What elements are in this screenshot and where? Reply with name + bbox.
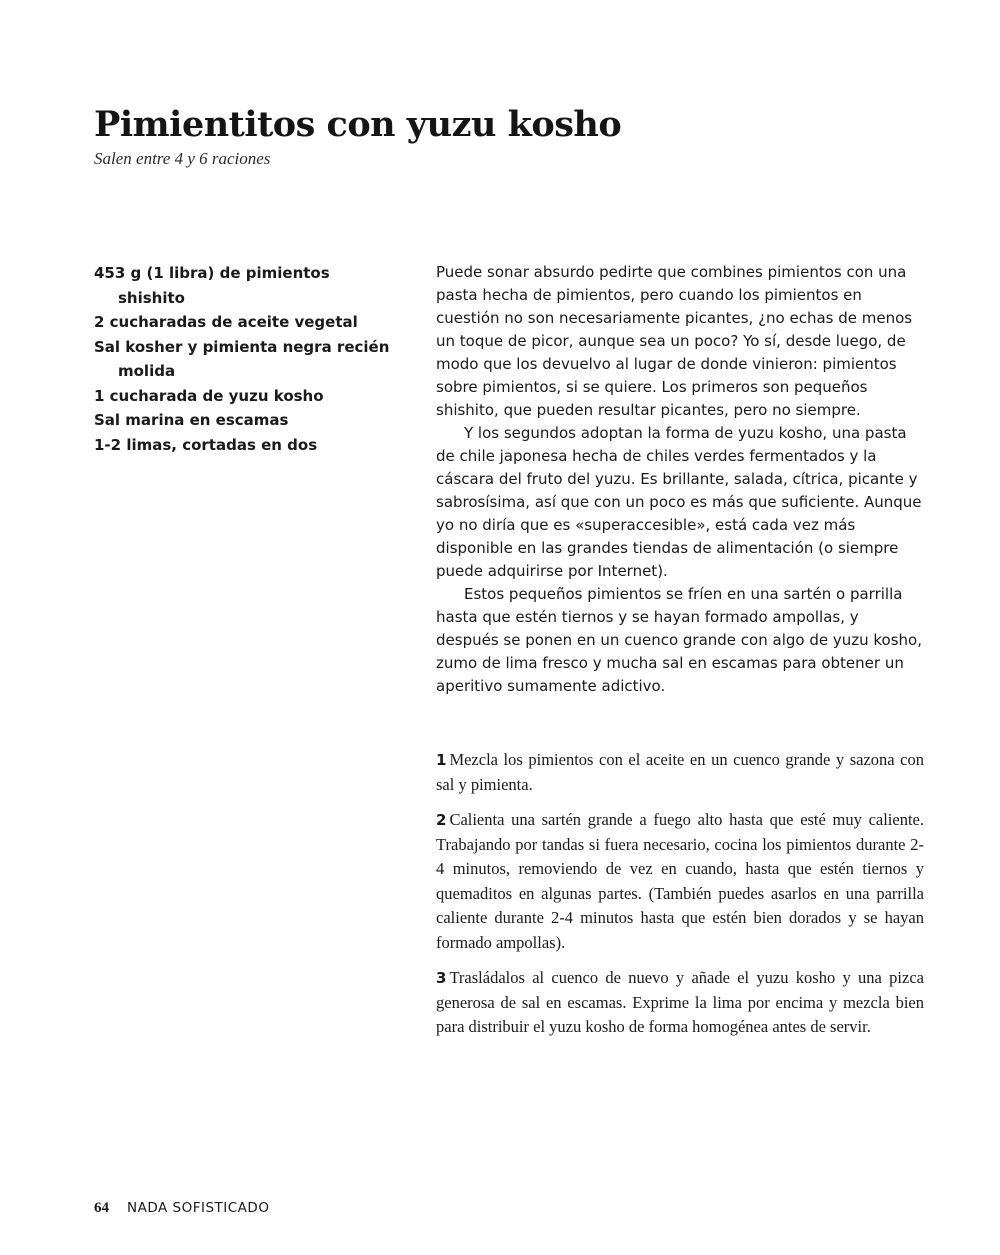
ingredient-item: 453 g (1 libra) de pimientos shishito <box>94 264 330 307</box>
intro-paragraph: Estos pequeños pimientos se fríen en una sartén o parrilla hasta que estén tiernos y se hayan formado ampollas, y después se ponen en un cuenco grande con algo de yuzu kosho, zumo de lima fresco y mucha sal en escamas para obtener un aperitivo sumamente adictivo. <box>436 585 922 695</box>
ingredient-item: Sal kosher y pimienta negra recién molida <box>94 337 390 380</box>
step-text: Trasládalos al cuenco de nuevo y añade el yuzu kosho y una pizca generosa de sal en escamas. Exprime la lima por encima y mezcla bien para distribuir el yuzu kosho de forma homogénea antes de servir. <box>436 968 924 1036</box>
ingredient-item: Sal marina en escamas <box>94 411 289 429</box>
step-text: Calienta una sartén grande a fuego alto hasta que esté muy caliente. Trabajando por tandas si fuera necesario, cocina los pimientos durante 2-4 minutos, removiendo de vez en cuando, hasta que estén tiernos y quemaditos en algunas partes. (También puedes asarlos en una parrilla caliente durante 2-4 minutos hasta que estén bien dorados y se hayan formado ampollas). <box>436 810 924 952</box>
intro-paragraph: Y los segundos adoptan la forma de yuzu kosho, una pasta de chile japonesa hecha de chiles verdes fermentados y la cáscara del fruto del yuzu. Es brillante, salada, cítrica, picante y sabrosísima, así que con un poco es más que suficiente. Aunque yo no diría que es «superaccesible», está cada vez más disponible en las grandes tiendas de alimentación (o siempre puede adquirirse por Internet). <box>436 424 922 580</box>
step-number: 3 <box>436 969 447 987</box>
recipe-introduction <box>436 261 926 698</box>
method-steps <box>436 748 924 1051</box>
page-number: 64 <box>94 1200 109 1216</box>
running-head: NADA SOFISTICADO <box>127 1200 270 1216</box>
ingredient-list <box>94 261 394 457</box>
recipe-title: Pimientitos con yuzu kosho <box>94 104 622 145</box>
method-step <box>436 966 924 1040</box>
method-step <box>436 748 924 797</box>
intro-paragraph: Puede sonar absurdo pedirte que combines pimientos con una pasta hecha de pimientos, pero cuando los pimientos en cuestión no son necesariamente picantes, ¿no echas de menos un toque de picor, aunque sea un poco? Yo sí, desde luego, de modo que los devuelvo al lugar de donde vinieron: pimientos sobre pimientos, si se quiere. Los primeros son pequeños shishito, que pueden resultar picantes, pero no siempre. <box>436 263 913 419</box>
step-text: Mezcla los pimientos con el aceite en un cuenco grande y sazona con sal y pimienta. <box>436 750 924 794</box>
ingredient-item: 2 cucharadas de aceite vegetal <box>94 313 358 331</box>
ingredient-item: 1-2 limas, cortadas en dos <box>94 435 318 454</box>
servings-note: Salen entre 4 y 6 raciones <box>94 149 271 168</box>
ingredient-item: 1 cucharada de yuzu kosho <box>94 386 324 405</box>
step-number: 1 <box>436 751 447 769</box>
step-number: 2 <box>436 811 447 829</box>
page-footer <box>94 1200 269 1217</box>
method-step <box>436 808 924 955</box>
